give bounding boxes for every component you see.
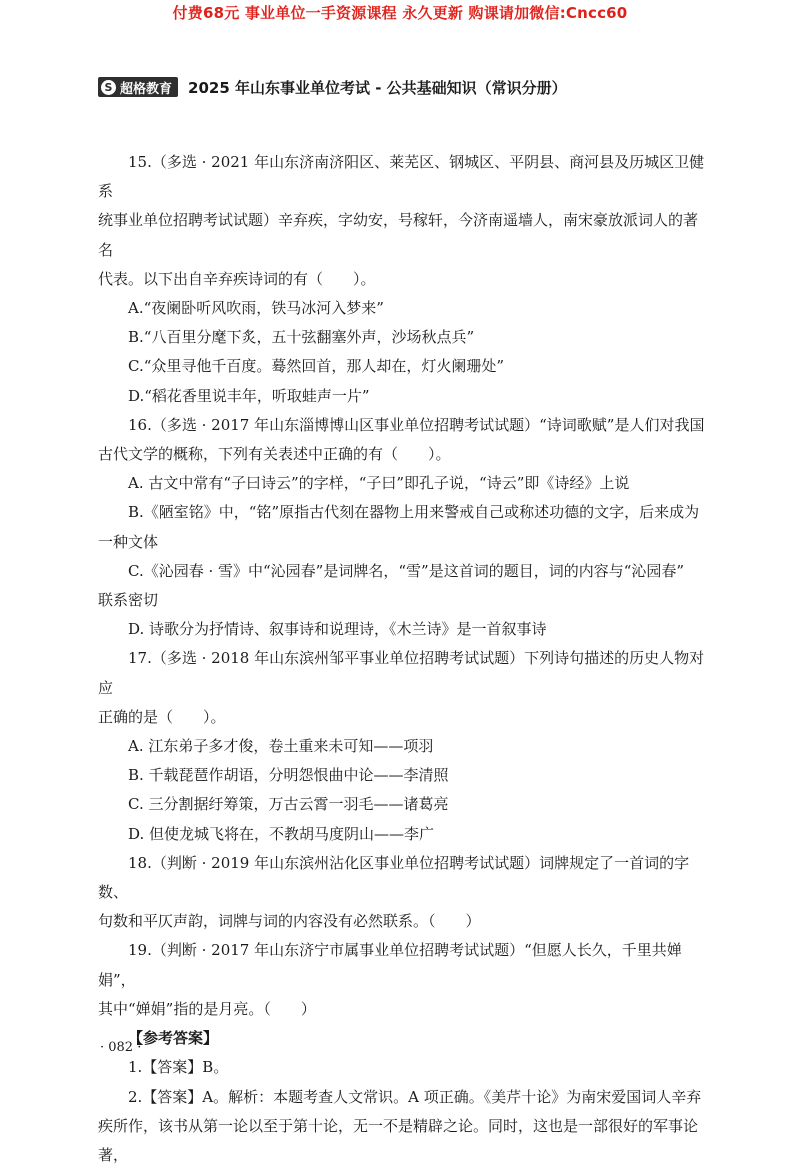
answers-heading: 【参考答案】 [128,1029,219,1048]
q17-option-d: D. 但使龙城飞将在，不教胡马度阴山——李广 [128,824,435,843]
q16-option-d: D. 诗歌分为抒情诗、叙事诗和说理诗，《木兰诗》是一首叙事诗 [128,620,547,639]
q17-stem-line2: 正确的是（ ）。 [98,707,226,726]
q15-option-d: D.“稻花香里说丰年，听取蛙声一片” [128,386,370,405]
q17-option-a: A. 江东弟子多才俊，卷土重来未可知——项羽 [128,737,434,756]
q15-option-b: B.“八百里分麾下炙，五十弦翻塞外声，沙场秋点兵” [128,328,475,347]
header-title: 2025 年山东事业单位考试 - 公共基础知识（常识分册） [188,78,567,97]
q15-stem-line2: 统事业单位招聘考试试题）辛弃疾，字幼安，号稼轩，今济南遥墙人，南宋豪放派词人的著名 [98,211,699,259]
q15-option-a: A.“夜阑卧听风吹雨，铁马冰河入梦来” [128,299,384,318]
brand-logo [98,77,178,97]
page-number: · 082 · [100,1040,142,1055]
q16-option-c-line1: C.《沁园春 · 雪》中“沁园春”是词牌名，“雪”是这首词的题目，词的内容与“沁园春” [128,561,685,580]
q16-option-b-line1: B.《陋室铭》中，“铭”原指古代刻在器物上用来警戒自己或称述功德的文字，后来成为 [128,503,700,522]
q16-option-c-line2: 联系密切 [98,591,159,610]
logo-icon: S [101,80,116,95]
promo-banner: 付费68元 事业单位一手资源课程 永久更新 购课请加微信:Cncc60 [172,4,628,22]
logo-text: 超格教育 [120,81,173,97]
q16-stem-line2: 古代文学的概称，下列有关表述中正确的有（ ）。 [98,445,451,464]
q18-stem-line2: 句数和平仄声韵，词牌与词的内容没有必然联系。（ ） [98,912,481,931]
document-body [98,148,710,1170]
page-header [98,76,567,98]
q17-option-b: B. 千载琵琶作胡语，分明怨恨曲中论——李清照 [128,766,449,785]
q17-option-c: C. 三分割据纡筹策，万古云霄一羽毛——诸葛亮 [128,795,449,814]
answer-2-line2: 疾所作，该书从第一论以至于第十论，无一不是精辟之论。同时，这也是一部很好的军事论著， [98,1116,699,1164]
q15-stem-line1: 15.（多选 · 2021 年山东济南济阳区、莱芜区、钢城区、平阴县、商河县及历城区卫健系 [98,153,705,201]
q16-option-b-line2: 一种文体 [98,532,159,551]
q19-stem-line1: 19.（判断 · 2017 年山东济宁市属事业单位招聘考试试题）“但愿人长久，千里共婵娟”， [98,941,682,989]
q19-stem-line2: 其中“婵娟”指的是月亮。（ ） [98,999,316,1018]
q16-stem-line1: 16.（多选 · 2017 年山东淄博博山区事业单位招聘考试试题）“诗词歌赋”是人们对我国 [128,415,705,434]
answer-1: 1.【答案】B。 [128,1058,229,1077]
q15-stem-line3: 代表。以下出自辛弃疾诗词的有（ ）。 [98,269,376,288]
q18-stem-line1: 18.（判断 · 2019 年山东滨州沾化区事业单位招聘考试试题）词牌规定了一首词的字数、 [98,853,690,902]
answer-2-line1: 2.【答案】A。解析：本题考查人文常识。A 项正确。《美芹十论》为南宋爱国词人辛弃 [128,1087,702,1106]
q15-option-c: C.“众里寻他千百度。蓦然回首，那人却在，灯火阑珊处” [128,357,505,376]
q17-stem-line1: 17.（多选 · 2018 年山东滨州邹平事业单位招聘考试试题）下列诗句描述的历史人物对应 [98,649,705,697]
q16-option-a: A. 古文中常有“子曰诗云”的字样，“子曰”即孔子说，“诗云”即《诗经》上说 [128,474,630,493]
